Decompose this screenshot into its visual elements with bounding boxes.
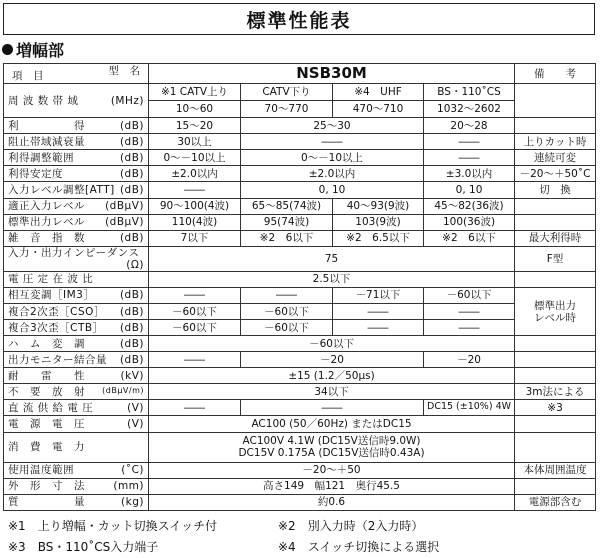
cell: ―― bbox=[424, 320, 515, 336]
table-row bbox=[4, 432, 596, 462]
cell: ―― bbox=[424, 304, 515, 320]
footnote-2: ※2 別入力時（2入力時） bbox=[278, 519, 424, 533]
table-row bbox=[4, 352, 596, 368]
cell: ―― bbox=[333, 320, 424, 336]
table-row bbox=[4, 400, 596, 416]
cell: 100(36波) bbox=[424, 214, 515, 230]
cell: ―― bbox=[241, 134, 424, 150]
section-heading bbox=[2, 37, 64, 61]
cell: 20～28 bbox=[424, 118, 515, 134]
cell-remark: ※3 bbox=[515, 400, 596, 416]
footnote-4: ※4 スイッチ切換による選択 bbox=[278, 540, 440, 554]
cell: －60以下 bbox=[241, 320, 333, 336]
cell: ―― bbox=[333, 304, 424, 320]
page-title: 標準性能表 bbox=[3, 3, 595, 35]
row-label: ハ ム 変 調 (dB) bbox=[4, 336, 149, 352]
row-label: 標準出力レベル (dBμV) bbox=[4, 214, 149, 230]
row-label: 耐 雷 性 (kV) bbox=[4, 368, 149, 384]
cell: 103(9波) bbox=[333, 214, 424, 230]
cell: CATV下り bbox=[241, 84, 333, 101]
cell: ※4 UHF bbox=[333, 84, 424, 101]
cell: 75 bbox=[149, 246, 515, 271]
cell-remark bbox=[515, 416, 596, 432]
table-row bbox=[4, 304, 596, 320]
table-row bbox=[4, 134, 596, 150]
cell-remark: 電源部含む bbox=[515, 494, 596, 510]
cell-remark: 最大利得時 bbox=[515, 230, 596, 246]
cell: ―― bbox=[149, 182, 241, 198]
cell: ―― bbox=[149, 400, 241, 416]
cell-remark bbox=[515, 214, 596, 230]
header-item: 項 目 bbox=[12, 70, 44, 83]
table-row bbox=[4, 198, 596, 214]
table-row bbox=[4, 478, 596, 494]
cell-remark: 3m法による bbox=[515, 384, 596, 400]
cell-remark bbox=[515, 198, 596, 214]
row-label: 利得安定度 (dB) bbox=[4, 166, 149, 182]
cell-remark bbox=[515, 352, 596, 368]
cell: ※2 6以下 bbox=[241, 230, 333, 246]
cell: －71以下 bbox=[333, 287, 424, 303]
row-label: 複合3次歪［CTB］ (dB) bbox=[4, 320, 149, 336]
row-label: 複合2次歪［CSO］ (dB) bbox=[4, 304, 149, 320]
cell: 高さ149 幅121 奥行45.5 bbox=[149, 478, 515, 494]
row-label: 出力モニター結合量 (dB) bbox=[4, 352, 149, 368]
cell: 110(4波) bbox=[149, 214, 241, 230]
cell: ±2.0以内 bbox=[241, 166, 424, 182]
row-label: 質 量 (kg) bbox=[4, 494, 149, 510]
row-label: 不 要 放 射 (dBμV/m) bbox=[4, 384, 149, 400]
header-remarks: 備 考 bbox=[515, 64, 596, 84]
cell: 約0.6 bbox=[149, 494, 515, 510]
cell-remark bbox=[515, 336, 596, 352]
bullet-icon bbox=[2, 44, 13, 55]
table-header-row bbox=[4, 64, 596, 84]
table-row bbox=[4, 416, 596, 432]
cell: BS・110˚CS bbox=[424, 84, 515, 101]
table-row bbox=[4, 230, 596, 246]
cell: 0～－10以上 bbox=[149, 150, 241, 166]
cell: ―― bbox=[149, 287, 241, 303]
cell: －60以下 bbox=[149, 336, 515, 352]
cell: ※2 6以下 bbox=[424, 230, 515, 246]
cell: ―― bbox=[424, 150, 515, 166]
row-label: 入力レベル調整[ATT] (dB) bbox=[4, 182, 149, 198]
table-row bbox=[4, 214, 596, 230]
cell: 65～85(74波) bbox=[241, 198, 333, 214]
cell: ―― bbox=[424, 134, 515, 150]
table-row bbox=[4, 182, 596, 198]
header-item-type bbox=[4, 64, 149, 84]
row-label: 使用温度範囲 (˚C) bbox=[4, 462, 149, 478]
table-row bbox=[4, 150, 596, 166]
power-line-dc: DC15V 0.175A (DC15V送信時0.43A) bbox=[238, 447, 425, 460]
cell: ―― bbox=[241, 287, 333, 303]
cell-remark: F型 bbox=[515, 246, 596, 271]
power-line-ac: AC100V 4.1W (DC15V送信時9.0W) bbox=[242, 435, 421, 448]
cell: 15～20 bbox=[149, 118, 241, 134]
row-label: 阻止帯域減衰量 (dB) bbox=[4, 134, 149, 150]
row-label: 消 費 電 力 bbox=[4, 432, 149, 462]
cell: 470～710 bbox=[333, 101, 424, 118]
cell: ―― bbox=[149, 352, 241, 368]
cell: ±2.0以内 bbox=[149, 166, 241, 182]
row-label: 入力・出力インピーダンス (Ω) bbox=[4, 246, 149, 271]
cell: 1032～2602 bbox=[424, 101, 515, 118]
footnote-1: ※1 上り増幅・カット切換スイッチ付 bbox=[8, 519, 218, 533]
table-row bbox=[4, 320, 596, 336]
cell: AC100 (50／60Hz) またはDC15 bbox=[149, 416, 515, 432]
cell: 90～100(4波) bbox=[149, 198, 241, 214]
cell: 0, 10 bbox=[241, 182, 424, 198]
cell-remark: －20～＋50˚C bbox=[515, 166, 596, 182]
cell-remark: 切 換 bbox=[515, 182, 596, 198]
table-row bbox=[4, 336, 596, 352]
cell-remark bbox=[515, 368, 596, 384]
cell: －20～＋50 bbox=[149, 462, 515, 478]
cell: 34以下 bbox=[149, 384, 515, 400]
cell: 70～770 bbox=[241, 101, 333, 118]
footnote-3: ※3 BS・110˚CS入力端子 bbox=[8, 540, 159, 554]
model-name: NSB30M bbox=[149, 64, 515, 84]
cell: 10～60 bbox=[149, 101, 241, 118]
cell-remark: 上りカット時 bbox=[515, 134, 596, 150]
cell: －20 bbox=[241, 352, 424, 368]
cell: DC15 (±10%) 4W bbox=[424, 400, 515, 416]
table-row bbox=[4, 84, 596, 101]
table-row bbox=[4, 118, 596, 134]
table-row bbox=[4, 462, 596, 478]
row-label: 利 得 (dB) bbox=[4, 118, 149, 134]
cell-remark: 標準出力 レベル時 bbox=[515, 287, 596, 335]
cell: ±3.0以内 bbox=[424, 166, 515, 182]
cell: ※1 CATV上り bbox=[149, 84, 241, 101]
cell: 40～93(9波) bbox=[333, 198, 424, 214]
cell-remark bbox=[515, 271, 596, 287]
header-type: 型 名 bbox=[108, 65, 140, 77]
cell: ―― bbox=[241, 400, 424, 416]
row-label: 直 流 供 給 電 圧 (V) bbox=[4, 400, 149, 416]
table-row bbox=[4, 166, 596, 182]
row-label: 雑 音 指 数 (dB) bbox=[4, 230, 149, 246]
cell-remark: 連続可変 bbox=[515, 150, 596, 166]
cell: ※2 6.5以下 bbox=[333, 230, 424, 246]
cell: －60以下 bbox=[149, 320, 241, 336]
table-row bbox=[4, 384, 596, 400]
row-label: 電 源 電 圧 (V) bbox=[4, 416, 149, 432]
cell: －20 bbox=[424, 352, 515, 368]
cell: 0, 10 bbox=[424, 182, 515, 198]
section-title: 増幅部 bbox=[16, 40, 65, 60]
cell: 30以上 bbox=[149, 134, 241, 150]
cell-remark bbox=[515, 118, 596, 134]
cell: ±15 (1.2／50μs) bbox=[149, 368, 515, 384]
cell: 25～30 bbox=[241, 118, 424, 134]
footnotes bbox=[8, 515, 598, 557]
table-row bbox=[4, 368, 596, 384]
row-label: 利得調整範囲 (dB) bbox=[4, 150, 149, 166]
cell-remark bbox=[515, 432, 596, 462]
row-label: 適正入力レベル (dBμV) bbox=[4, 198, 149, 214]
cell: 2.5以下 bbox=[149, 271, 515, 287]
table-row bbox=[4, 287, 596, 303]
cell-remark bbox=[515, 478, 596, 494]
cell: 7以下 bbox=[149, 230, 241, 246]
table-row bbox=[4, 246, 596, 271]
cell: 45～82(36波) bbox=[424, 198, 515, 214]
spec-table bbox=[3, 63, 596, 511]
cell-remark: 本体周囲温度 bbox=[515, 462, 596, 478]
cell: 0～－10以上 bbox=[241, 150, 424, 166]
cell: －60以下 bbox=[149, 304, 241, 320]
table-row bbox=[4, 271, 596, 287]
row-label: 外 形 寸 法 (mm) bbox=[4, 478, 149, 494]
cell: －60以下 bbox=[424, 287, 515, 303]
row-label: 電 圧 定 在 波 比 bbox=[4, 271, 149, 287]
row-label: 周 波 数 帯 域 (MHz) bbox=[4, 84, 149, 118]
cell: 95(74波) bbox=[241, 214, 333, 230]
cell bbox=[149, 432, 515, 462]
table-row bbox=[4, 494, 596, 510]
row-label: 相互変調［IM3］ (dB) bbox=[4, 287, 149, 303]
cell-remark bbox=[515, 84, 596, 118]
cell: －60以下 bbox=[241, 304, 333, 320]
